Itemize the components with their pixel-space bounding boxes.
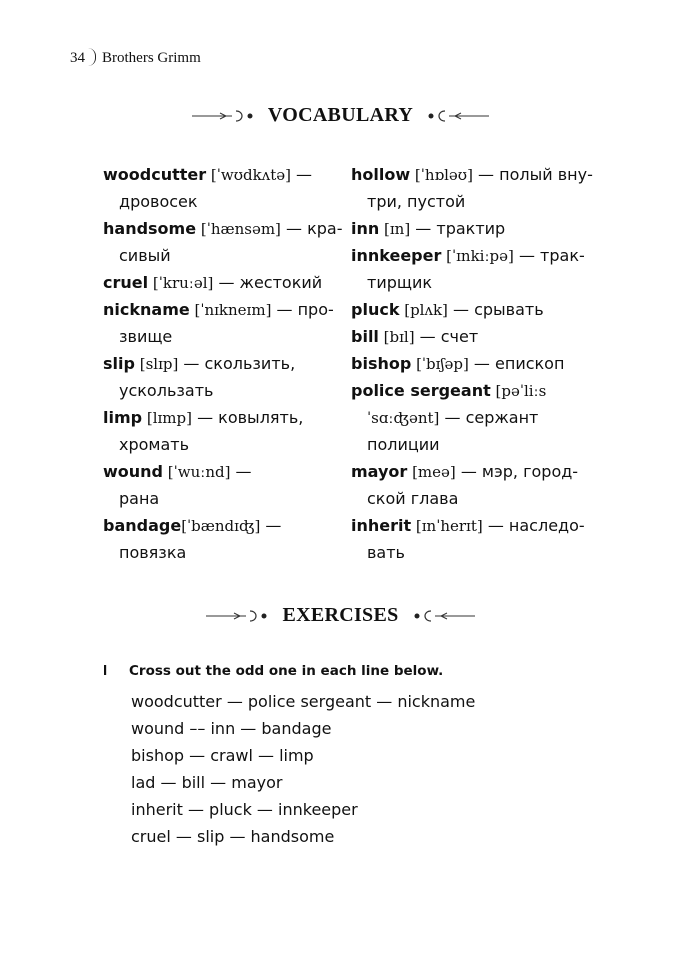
- vocab-transcription: [ˈbændɪʤ]: [181, 517, 261, 535]
- vocab-term: inn: [351, 219, 380, 238]
- vocab-entry: [103, 296, 343, 323]
- exercise-line: woodcutter — police sergeant — nickname: [131, 692, 476, 711]
- vocab-entry: [351, 377, 591, 404]
- vocab-definition: тирщик: [367, 273, 433, 292]
- vocab-transcription: [ɪn]: [379, 220, 411, 238]
- vocab-definition: три, пустой: [367, 192, 466, 211]
- vocabulary-right-column: [351, 161, 591, 566]
- exercise-line: lad — bill — mayor: [131, 773, 283, 792]
- vocab-term: woodcutter: [103, 165, 207, 184]
- vocab-definition: ускользать: [119, 381, 214, 400]
- page-number: 34: [70, 50, 85, 66]
- vocab-definition: — про-: [271, 300, 334, 319]
- vocab-transcription: [ˈbɪʃəp]: [411, 355, 469, 373]
- exercise-line: wound –– inn — bandage: [131, 719, 332, 738]
- vocab-entry: [351, 296, 591, 323]
- page-header: [70, 48, 201, 67]
- vocab-definition: рана: [119, 489, 160, 508]
- vocab-entry-continuation: [103, 323, 343, 350]
- vocabulary-left-column: [103, 161, 343, 566]
- vocabulary-heading: [0, 104, 681, 127]
- vocab-transcription: [ɪnˈherɪt]: [411, 517, 483, 535]
- vocab-entry: [351, 350, 591, 377]
- vocab-term: nickname: [103, 300, 190, 319]
- vocab-definition: вать: [367, 543, 405, 562]
- vocab-term: slip: [103, 354, 135, 373]
- vocab-entry-continuation: [351, 188, 591, 215]
- vocab-definition: —: [260, 516, 282, 535]
- vocab-entry: [103, 458, 343, 485]
- vocab-entry-continuation: [351, 269, 591, 296]
- vocab-definition: — наследо-: [482, 516, 585, 535]
- exercise-instruction-text: Cross out the odd one in each line below.: [129, 663, 444, 679]
- vocab-transcription: [ˈkruːəl]: [148, 274, 214, 292]
- right-ornament-icon: [413, 609, 475, 623]
- header-bracket-ornament: [87, 48, 96, 66]
- right-ornament-icon: [427, 109, 489, 123]
- vocab-transcription: [ˈɪnkiːpə]: [441, 247, 514, 265]
- vocab-entry: [103, 512, 343, 539]
- vocab-entry-continuation: [351, 539, 591, 566]
- vocab-term: limp: [103, 408, 143, 427]
- vocab-transcription: [lɪmp]: [142, 409, 192, 427]
- vocab-entry: [351, 161, 591, 188]
- vocab-definition: — епископ: [468, 354, 565, 373]
- vocab-definition: — жестокий: [213, 273, 323, 292]
- exercises-heading: [0, 604, 681, 627]
- exercise-line: bishop — crawl — limp: [131, 746, 314, 765]
- vocab-term: handsome: [103, 219, 197, 238]
- vocabulary-title: VOCABULARY: [267, 104, 414, 126]
- book-title: Brothers Grimm: [102, 50, 201, 66]
- exercise-instruction: [103, 662, 443, 679]
- vocab-term: hollow: [351, 165, 411, 184]
- vocab-definition: — счет: [414, 327, 479, 346]
- vocab-entry-continuation: [103, 431, 343, 458]
- vocab-term: police sergeant: [351, 381, 491, 400]
- vocab-term: innkeeper: [351, 246, 442, 265]
- vocab-transcription: [ˈhænsəm]: [196, 220, 281, 238]
- vocab-entry: [351, 323, 591, 350]
- vocab-definition: — кра-: [280, 219, 343, 238]
- vocab-definition: ской глава: [367, 489, 459, 508]
- vocab-term: bandage: [103, 516, 182, 535]
- left-ornament-icon: [206, 609, 268, 623]
- vocab-transcription: [ˈwʊdkʌtə]: [206, 166, 291, 184]
- vocab-term: bishop: [351, 354, 412, 373]
- vocab-entry: [351, 458, 591, 485]
- vocab-transcription: [plʌk]: [399, 301, 448, 319]
- vocab-definition: — мэр, город-: [455, 462, 579, 481]
- vocab-entry-continuation: [103, 485, 343, 512]
- vocab-transcription: [ˈhɒləʊ]: [410, 166, 473, 184]
- vocab-transcription: [slɪp]: [134, 355, 179, 373]
- exercises-title: EXERCISES: [282, 604, 399, 626]
- vocab-entry: [351, 215, 591, 242]
- vocab-definition: дровосек: [119, 192, 198, 211]
- vocab-definition: повязка: [119, 543, 187, 562]
- vocab-definition: хромать: [119, 435, 190, 454]
- vocab-entry: [351, 242, 591, 269]
- left-ornament-icon: [192, 109, 254, 123]
- vocab-definition: — ковылять,: [192, 408, 304, 427]
- vocab-entry: [103, 161, 343, 188]
- exercise-number: I: [103, 662, 108, 679]
- exercise-lines: [131, 688, 475, 850]
- vocab-definition: — полый вну-: [472, 165, 593, 184]
- vocab-definition: —: [230, 462, 252, 481]
- vocab-definition: — скользить,: [178, 354, 296, 373]
- vocab-entry-continuation: [103, 539, 343, 566]
- vocab-entry-continuation: [103, 242, 343, 269]
- vocab-entry-continuation: [351, 431, 591, 458]
- vocab-entry-continuation: [103, 188, 343, 215]
- vocab-definition: сивый: [119, 246, 171, 265]
- vocab-transcription: [pəˈliːs: [490, 382, 547, 400]
- vocab-entry-continuation: [103, 377, 343, 404]
- vocab-definition: — сержант: [439, 408, 539, 427]
- exercise-line: inherit — pluck — innkeeper: [131, 800, 358, 819]
- vocab-transcription: [ˈwuːnd]: [163, 463, 231, 481]
- vocab-term: wound: [103, 462, 164, 481]
- vocab-definition: — срывать: [447, 300, 544, 319]
- vocab-transcription: [ˈnɪkneɪm]: [189, 301, 272, 319]
- vocab-entry-continuation: [351, 404, 591, 431]
- vocab-entry: [103, 404, 343, 431]
- vocab-definition: — трактир: [410, 219, 506, 238]
- vocab-entry: [103, 350, 343, 377]
- vocab-term: pluck: [351, 300, 400, 319]
- vocab-entry: [103, 215, 343, 242]
- vocab-definition: полиции: [367, 435, 440, 454]
- vocab-entry: [351, 512, 591, 539]
- vocab-entry-continuation: [351, 485, 591, 512]
- vocab-term: bill: [351, 327, 379, 346]
- vocab-transcription: ˈsɑːʤənt]: [367, 409, 440, 427]
- vocab-transcription: [meə]: [407, 463, 456, 481]
- vocab-term: cruel: [103, 273, 149, 292]
- vocab-definition: —: [290, 165, 313, 184]
- vocab-transcription: [bɪl]: [378, 328, 415, 346]
- vocab-definition: — трак-: [513, 246, 585, 265]
- vocab-definition: звище: [119, 327, 173, 346]
- exercise-line: cruel — slip — handsome: [131, 827, 335, 846]
- vocab-term: mayor: [351, 462, 408, 481]
- vocab-term: inherit: [351, 516, 412, 535]
- vocab-entry: [103, 269, 343, 296]
